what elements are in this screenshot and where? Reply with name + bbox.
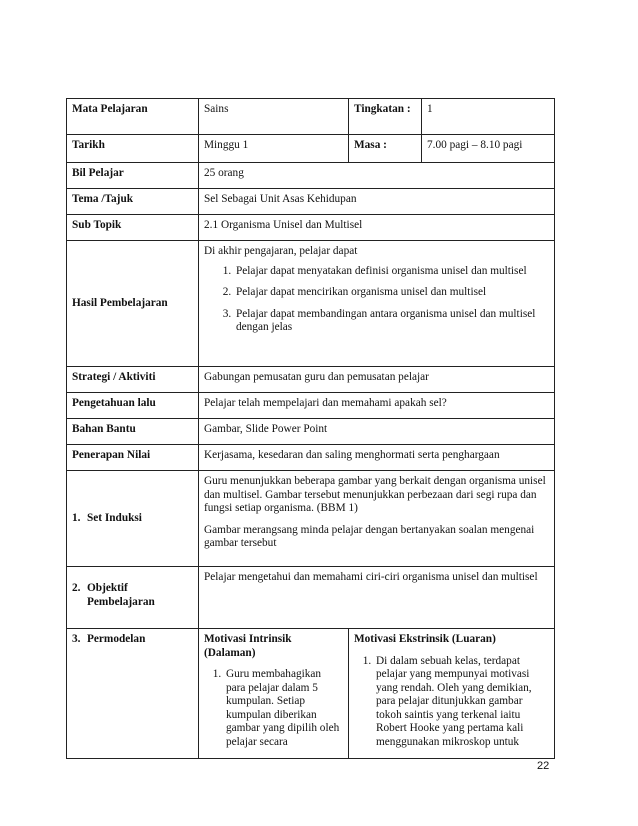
bahan-bantu-value: Gambar, Slide Power Point <box>199 419 555 445</box>
permodelan-title: Permodelan <box>87 633 146 645</box>
row-hasil-pembelajaran <box>67 241 555 367</box>
list-item: 1. Pelajar dapat menyatakan definisi organisma unisel dan multisel <box>234 265 549 279</box>
permodelan-label <box>67 629 199 759</box>
hasil-pembelajaran-label: Hasil Pembelajaran <box>67 241 199 367</box>
bil-pelajar-label: Bil Pelajar <box>67 163 199 189</box>
row-objektif <box>67 567 555 629</box>
motivasi-ekstrinsik-list <box>354 655 549 750</box>
row-set-induksi <box>67 471 555 567</box>
motivasi-intrinsik-cell <box>199 629 349 759</box>
objektif-label <box>67 567 199 629</box>
set-induksi-content <box>199 471 555 567</box>
row-bil-pelajar <box>67 163 555 189</box>
pengetahuan-value: Pelajar telah mempelajari dan memahami apakah sel? <box>199 393 555 419</box>
motivasi-ekstrinsik-cell <box>349 629 555 759</box>
hasil-list <box>204 265 549 335</box>
sub-topik-value: 2.1 Organisma Unisel dan Multisel <box>199 215 555 241</box>
hasil-pembelajaran-content <box>199 241 555 367</box>
strategi-value: Gabungan pemusatan guru dan pemusatan pelajar <box>199 367 555 393</box>
set-induksi-number: 1. <box>72 511 81 524</box>
row-tarikh <box>67 135 555 163</box>
list-item: 3. Pelajar dapat membandingan antara organisma unisel dan multisel dengan jelas <box>234 308 549 335</box>
list-item: 1. Guru membahagikan para pelajar dalam 5 kumpulan. Setiap kumpulan diberikan gambar yang dipilih oleh pelajar secara <box>224 668 343 749</box>
pengetahuan-label: Pengetahuan lalu <box>67 393 199 419</box>
motivasi-ekstrinsik-title: Motivasi Ekstrinsik (Luaran) <box>354 633 496 645</box>
lesson-plan-table <box>66 98 555 759</box>
list-item: 2. Pelajar dapat mencirikan organisma unisel dan multisel <box>234 286 549 300</box>
set-induksi-label <box>67 471 199 567</box>
objektif-number: 2. <box>72 582 81 594</box>
masa-value: 7.00 pagi – 8.10 pagi <box>422 135 555 163</box>
tema-value: Sel Sebagai Unit Asas Kehidupan <box>199 189 555 215</box>
set-induksi-para1: Guru menunjukkan beberapa gambar yang berkait dengan organisma unisel dan multisel. Gambar tersebut menunjukkan perbezaan dari segi rupa dan fungsi setiap organisma. (BBM 1) <box>204 475 546 514</box>
strategi-label: Strategi / Aktiviti <box>67 367 199 393</box>
row-strategi <box>67 367 555 393</box>
list-item: 1. Di dalam sebuah kelas, terdapat pelajar yang mempunyai motivasi yang rendah. Oleh yang demikian, para pelajar ditunjukkan gambar tokoh saintis yang terkenal iaitu Robert Hooke yang pertama kali menggunakan mikroskop untuk <box>374 655 549 750</box>
mata-pelajaran-label: Mata Pelajaran <box>67 99 199 135</box>
tingkatan-label: Tingkatan : <box>349 99 422 135</box>
tingkatan-value: 1 <box>422 99 555 135</box>
row-mata-pelajaran <box>67 99 555 135</box>
motivasi-intrinsik-list <box>204 668 343 749</box>
row-pengetahuan <box>67 393 555 419</box>
sub-topik-label: Sub Topik <box>67 215 199 241</box>
set-induksi-para2: Gambar merangsang minda pelajar dengan bertanyakan soalan mengenai gambar tersebut <box>204 523 535 549</box>
tarikh-label: Tarikh <box>67 135 199 163</box>
penerapan-nilai-value: Kerjasama, kesedaran dan saling menghormati serta penghargaan <box>199 445 555 471</box>
row-permodelan <box>67 629 555 759</box>
hasil-intro: Di akhir pengajaran, pelajar dapat <box>204 245 358 257</box>
objektif-value: Pelajar mengetahui dan memahami ciri-ciri organisma unisel dan multisel <box>199 567 555 629</box>
row-penerapan-nilai <box>67 445 555 471</box>
objektif-title: Objektif Pembelajaran <box>87 582 155 608</box>
tema-label: Tema /Tajuk <box>67 189 199 215</box>
bahan-bantu-label: Bahan Bantu <box>67 419 199 445</box>
page-number: 22 <box>537 760 550 772</box>
row-bahan-bantu <box>67 419 555 445</box>
masa-label: Masa : <box>349 135 422 163</box>
set-induksi-title: Set Induksi <box>87 511 142 524</box>
motivasi-intrinsik-title: Motivasi Intrinsik (Dalaman) <box>204 633 292 659</box>
row-sub-topik <box>67 215 555 241</box>
permodelan-number: 3. <box>72 633 81 645</box>
penerapan-nilai-label: Penerapan Nilai <box>67 445 199 471</box>
bil-pelajar-value: 25 orang <box>199 163 555 189</box>
tarikh-value: Minggu 1 <box>199 135 349 163</box>
row-tema <box>67 189 555 215</box>
mata-pelajaran-value: Sains <box>199 99 349 135</box>
